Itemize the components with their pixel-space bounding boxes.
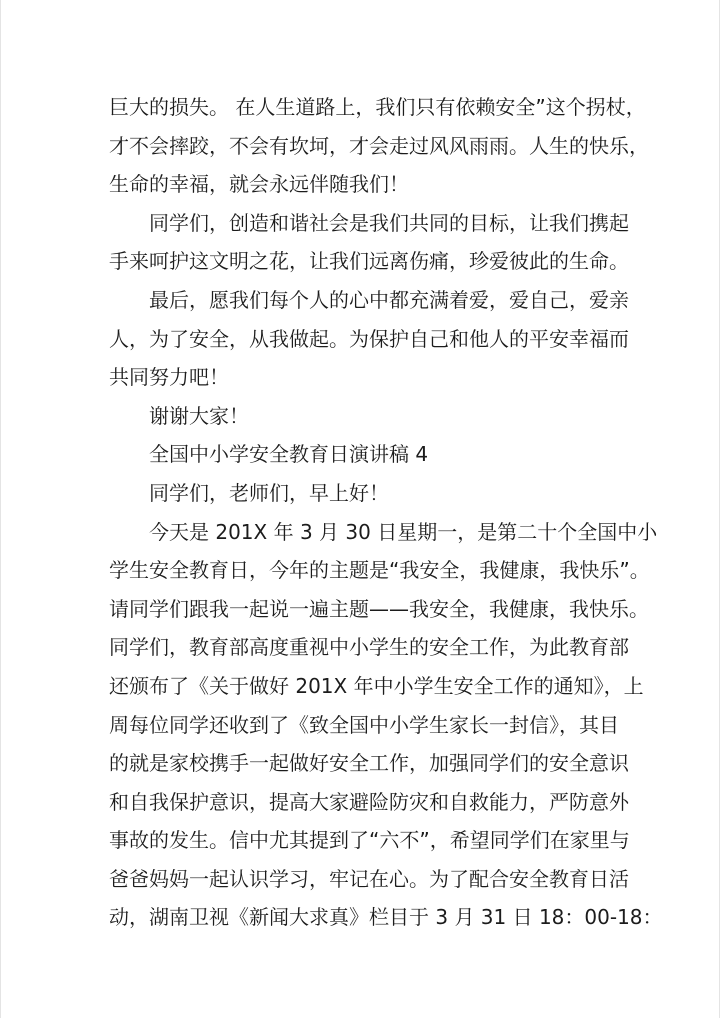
text-line: 人，为了安全，从我做起。为保护自己和他人的平安幸福而 [109,326,629,351]
greeting: 同学们，老师们，早上好！ [149,480,389,505]
section-heading: 全国中小学安全教育日演讲稿 4 [149,442,429,467]
text-line: 爸爸妈妈一起认识学习，牢记在心。为了配合安全教育日活 [109,866,629,891]
text-line: 生命的幸福，就会永远伴随我们！ [109,172,409,197]
paragraph-first-line: 同学们，创造和谐社会是我们共同的目标，让我们携起 [149,210,629,235]
paragraph-first-line: 今天是 201X 年 3 月 30 日星期一，是第二十个全国中小 [149,519,658,544]
text-line: 的就是家校携手一起做好安全工作，加强同学们的安全意识 [109,751,629,776]
text-line: 还颁布了《关于做好 201X 年中小学生安全工作的通知》，上 [109,673,644,698]
document-body [109,88,663,937]
text-line: 才不会摔跤，不会有坎坷，才会走过风风雨雨。人生的快乐， [109,133,649,158]
paragraph-first-line: 最后，愿我们每个人的心中都充满着爱，爱自己，爱亲 [149,287,629,312]
text-line: 同学们，教育部高度重视中小学生的安全工作，为此教育部 [109,635,629,660]
text-line: 动，湖南卫视《新闻大求真》栏目于 3 月 31 日 18：00-18： [109,905,663,930]
text-line: 和自我保护意识，提高大家避险防灾和自救能力，严防意外 [109,789,629,814]
text-line: 事故的发生。信中尤其提到了“六不”，希望同学们在家里与 [109,828,630,853]
text-line: 共同努力吧！ [109,365,229,390]
text-line: 请同学们跟我一起说一遍主题——我安全，我健康，我快乐。 [109,596,649,621]
text-line: 手来呵护这文明之花，让我们远离伤痛，珍爱彼此的生命。 [109,249,629,274]
text-line: 巨大的损失。 在人生道路上，我们只有依赖安全”这个拐杖， [109,95,646,119]
closing-thanks: 谢谢大家！ [149,403,249,428]
text-line: 学生安全教育日，今年的主题是“我安全，我健康，我快乐”。 [109,558,650,583]
text-line: 周每位同学还收到了《致全国中小学生家长一封信》，其目 [109,712,619,737]
